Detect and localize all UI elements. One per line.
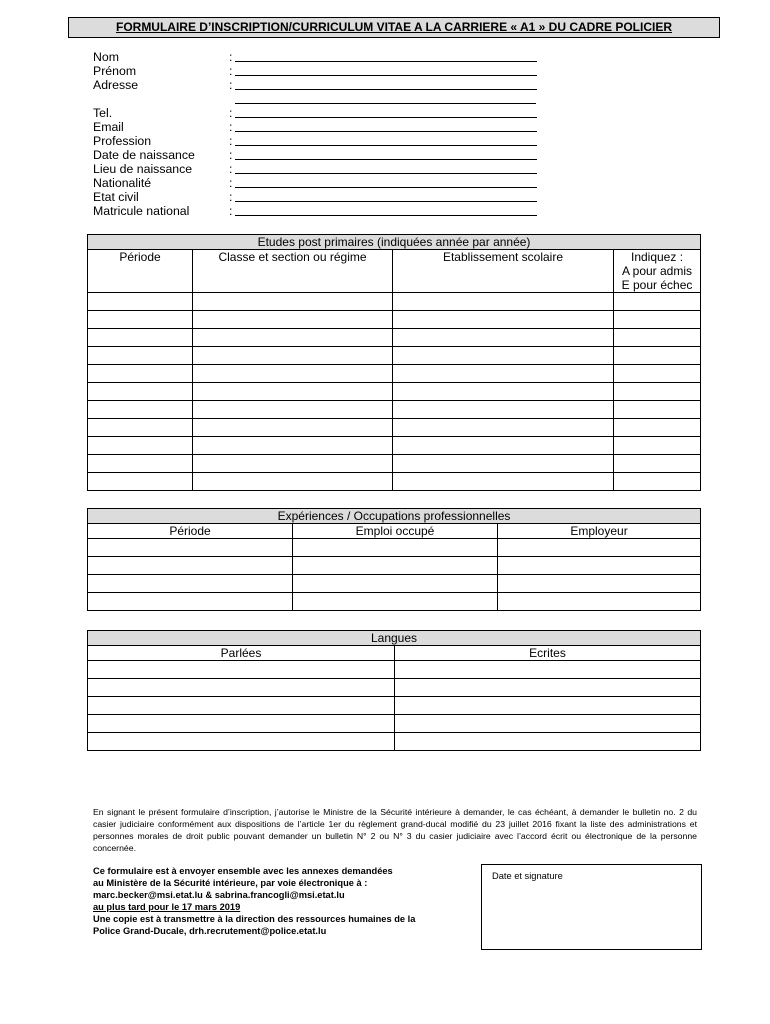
table-cell[interactable] [193,437,393,455]
table-cell[interactable] [614,311,701,329]
field-line [235,215,537,216]
etudes-row [88,473,701,491]
table-cell[interactable] [393,455,614,473]
instruction-line: au Ministère de la Sécurité intérieure, par voie électronique à : [93,878,368,888]
table-cell[interactable] [193,455,393,473]
field-label: Adresse [93,78,139,92]
table-cell[interactable] [193,383,393,401]
col-indiquez-echec: E pour échec [621,278,693,292]
signature-label: Date et signature [492,871,563,881]
table-cell[interactable] [88,733,395,751]
table-cell[interactable] [88,679,395,697]
signature-box[interactable] [481,864,702,950]
consent-notice: En signant le présent formulaire d’inscription, j’autorise le Ministre de la Sécurité intérieure à demander, le cas échéant, à demander le bulletin no. 2 du casier judiciaire conformément aux dispositions de l’article 1er du règlement grand-ducal modifié du 23 juillet 2016 fixant la liste des administrations et personnes morales de droit public pouvant demander un bulletin N° 2 ou N° 3 du casier judiciaire avec l’accord écrit ou électronique de la personne concernée. [93,807,697,853]
col-employeur: Employeur [498,524,701,539]
field-label: Prénom [93,64,137,78]
table-cell[interactable] [293,539,498,557]
field-nom[interactable] [93,50,543,64]
table-cell[interactable] [193,473,393,491]
table-cell[interactable] [614,329,701,347]
table-cell[interactable] [395,679,701,697]
field-label: Nationalité [93,176,152,190]
table-cell[interactable] [393,311,614,329]
table-cell[interactable] [88,311,193,329]
table-cell[interactable] [88,473,193,491]
table-cell[interactable] [614,293,701,311]
table-cell[interactable] [395,733,701,751]
table-cell[interactable] [88,593,293,611]
field-date-naissance[interactable] [93,148,543,162]
table-cell[interactable] [88,661,395,679]
col-indiquez-admis: A pour admis [621,264,693,278]
field-line [235,145,537,146]
table-cell[interactable] [614,347,701,365]
field-label: Etat civil [93,190,139,204]
col-indiquez-label: Indiquez : [630,250,684,264]
etudes-row [88,347,701,365]
instruction-line: Ce formulaire est à envoyer ensemble avec les annexes demandées [93,866,393,876]
field-colon: : [229,120,233,134]
field-profession[interactable] [93,134,543,148]
field-adresse[interactable] [93,78,543,92]
field-label: Lieu de naissance [93,162,193,176]
field-line [235,89,537,90]
table-cell[interactable] [393,437,614,455]
table-cell[interactable] [193,401,393,419]
field-lieu-naissance[interactable] [93,162,543,176]
table-cell[interactable] [395,715,701,733]
table-cell[interactable] [193,365,393,383]
etudes-table [87,234,701,491]
langues-row [88,679,701,697]
langues-row [88,733,701,751]
table-cell[interactable] [393,347,614,365]
field-email[interactable] [93,120,543,134]
langues-table [87,630,701,751]
field-line [235,201,537,202]
table-cell[interactable] [614,455,701,473]
field-colon: : [229,50,233,64]
field-label: Tel. [93,106,113,120]
etudes-row [88,329,701,347]
field-colon: : [229,176,233,190]
table-cell[interactable] [88,293,193,311]
experiences-row [88,593,701,611]
table-cell[interactable] [614,473,701,491]
field-label: Date de naissance [93,148,195,162]
table-cell[interactable] [393,419,614,437]
table-cell[interactable] [88,383,193,401]
experiences-row [88,539,701,557]
table-cell[interactable] [393,401,614,419]
instruction-line: Police Grand-Ducale, drh.recrutement@police.etat.lu [93,926,327,936]
etudes-row [88,311,701,329]
col-periode: Période [88,250,193,293]
col-indiquez [614,250,701,293]
instruction-deadline: au plus tard pour le 17 mars 2019 [93,902,241,912]
field-line [235,159,537,160]
field-colon: : [229,190,233,204]
col-emploi: Emploi occupé [293,524,498,539]
table-cell[interactable] [395,661,701,679]
field-colon: : [229,78,233,92]
table-cell[interactable] [88,575,293,593]
table-cell[interactable] [88,697,395,715]
table-cell[interactable] [498,593,701,611]
etudes-row [88,455,701,473]
field-etat-civil[interactable] [93,190,543,204]
table-cell[interactable] [293,575,498,593]
field-line [235,173,537,174]
table-cell[interactable] [293,557,498,575]
field-line [235,131,537,132]
table-cell[interactable] [614,419,701,437]
table-cell[interactable] [393,365,614,383]
field-label: Matricule national [93,204,190,218]
table-cell[interactable] [88,347,193,365]
table-cell[interactable] [88,539,293,557]
langues-row [88,661,701,679]
field-colon: : [229,64,233,78]
col-ecrites: Ecrites [395,646,701,661]
field-matricule[interactable] [93,204,543,218]
col-etablissement: Etablissement scolaire [393,250,614,293]
table-cell[interactable] [393,473,614,491]
table-cell[interactable] [88,419,193,437]
experiences-row [88,557,701,575]
table-cell[interactable] [193,293,393,311]
field-colon: : [229,204,233,218]
table-cell[interactable] [88,329,193,347]
field-line [235,75,537,76]
table-cell[interactable] [498,575,701,593]
field-prenom[interactable] [93,64,543,78]
table-cell[interactable] [393,329,614,347]
etudes-row [88,419,701,437]
experiences-row [88,575,701,593]
form-title: FORMULAIRE D’INSCRIPTION/CURRICULUM VITAE A LA CARRIERE « A1 » DU CADRE POLICIER [68,17,720,38]
col-parlees: Parlées [88,646,395,661]
table-cell[interactable] [393,293,614,311]
field-line [235,117,537,118]
etudes-row [88,293,701,311]
table-cell[interactable] [393,383,614,401]
table-cell[interactable] [614,365,701,383]
table-cell[interactable] [193,311,393,329]
table-cell[interactable] [193,347,393,365]
langues-row [88,697,701,715]
instruction-line: Une copie est à transmettre à la direction des ressources humaines de la [93,914,416,924]
col-periode: Période [88,524,293,539]
table-cell[interactable] [293,593,498,611]
field-line [235,187,537,188]
table-cell[interactable] [498,557,701,575]
instruction-email: marc.becker@msi.etat.lu & sabrina.francogli@msi.etat.lu [93,890,345,900]
etudes-row [88,437,701,455]
experiences-title: Expériences / Occupations professionnelles [88,509,701,524]
field-line [235,61,537,62]
field-colon: : [229,134,233,148]
table-cell[interactable] [88,437,193,455]
langues-row [88,715,701,733]
field-label: Profession [93,134,152,148]
field-tel[interactable] [93,106,543,120]
table-cell[interactable] [614,437,701,455]
table-cell[interactable] [88,365,193,383]
experiences-table [87,508,701,611]
etudes-row [88,383,701,401]
table-cell[interactable] [88,401,193,419]
table-cell[interactable] [614,383,701,401]
table-cell[interactable] [395,697,701,715]
etudes-row [88,365,701,383]
langues-title: Langues [88,631,701,646]
table-cell[interactable] [193,329,393,347]
field-colon: : [229,148,233,162]
field-colon: : [229,162,233,176]
field-nationalite[interactable] [93,176,543,190]
field-label: Nom [93,50,119,64]
field-colon: : [229,106,233,120]
field-label: Email [93,120,124,134]
table-cell[interactable] [88,557,293,575]
table-cell[interactable] [88,455,193,473]
table-cell[interactable] [498,539,701,557]
etudes-title: Etudes post primaires (indiquées année par année) [88,235,701,250]
submission-instructions [93,865,473,937]
col-classe-section: Classe et section ou régime [193,250,393,293]
table-cell[interactable] [193,419,393,437]
table-cell[interactable] [88,715,395,733]
etudes-row [88,401,701,419]
table-cell[interactable] [614,401,701,419]
address-second-line[interactable] [235,103,536,104]
